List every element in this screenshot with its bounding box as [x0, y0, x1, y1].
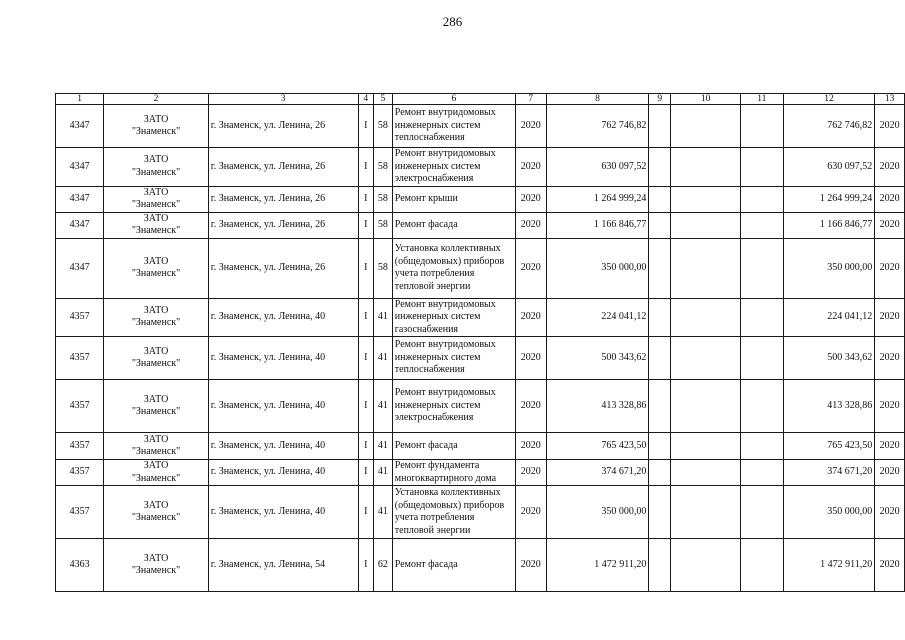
table-row	[56, 105, 905, 148]
col5-cell: 41	[374, 486, 393, 539]
municipality-line: "Знаменск"	[131, 406, 181, 417]
address-cell: г. Знаменск, ул. Ленина, 26	[208, 238, 358, 298]
col4-cell: I	[358, 380, 373, 433]
cost-cell: 350 000,00	[546, 238, 649, 298]
municipality-line: ЗАТО	[143, 460, 169, 471]
object-id-cell: 4357	[56, 460, 104, 486]
completion-year-cell: 2020	[875, 486, 905, 539]
total-cost-cell: 350 000,00	[783, 238, 875, 298]
municipality-cell	[104, 186, 208, 212]
col-header: 2	[104, 94, 208, 105]
col-header: 10	[671, 94, 741, 105]
completion-year-cell: 2020	[875, 433, 905, 460]
work-type-cell: Ремонт фасада	[392, 539, 515, 592]
municipality-line: ЗАТО	[143, 186, 169, 198]
col5-cell: 58	[374, 105, 393, 148]
empty-cell	[649, 186, 671, 212]
address-cell: г. Знаменск, ул. Ленина, 54	[208, 539, 358, 592]
municipality-cell	[104, 460, 208, 486]
total-cost-cell: 765 423,50	[783, 433, 875, 460]
year-cell: 2020	[515, 186, 546, 212]
year-cell: 2020	[515, 433, 546, 460]
address-cell: г. Знаменск, ул. Ленина, 40	[208, 298, 358, 337]
object-id-cell: 4347	[56, 212, 104, 238]
municipality-cell	[104, 486, 208, 539]
year-cell: 2020	[515, 337, 546, 380]
col-header: 4	[358, 94, 373, 105]
empty-cell	[649, 486, 671, 539]
cost-cell: 762 746,82	[546, 105, 649, 148]
total-cost-cell: 1 264 999,24	[783, 186, 875, 212]
municipality-line: "Знаменск"	[131, 126, 181, 137]
col4-cell: I	[358, 460, 373, 486]
completion-year-cell: 2020	[875, 212, 905, 238]
empty-cell	[649, 433, 671, 460]
year-cell: 2020	[515, 298, 546, 337]
completion-year-cell: 2020	[875, 186, 905, 212]
total-cost-cell: 374 671,20	[783, 460, 875, 486]
col4-cell: I	[358, 238, 373, 298]
empty-cell	[740, 486, 783, 539]
municipality-line: "Знаменск"	[131, 512, 181, 523]
municipality-line: ЗАТО	[143, 304, 169, 316]
cost-cell: 765 423,50	[546, 433, 649, 460]
year-cell: 2020	[515, 105, 546, 148]
col4-cell: I	[358, 148, 373, 187]
municipality-line: ЗАТО	[143, 255, 169, 267]
table-row	[56, 380, 905, 433]
work-type-cell: Ремонт внутридомовых инженерных систем теплоснабжения	[392, 337, 515, 380]
year-cell: 2020	[515, 238, 546, 298]
table-row	[56, 298, 905, 337]
empty-cell	[740, 460, 783, 486]
municipality-line: "Знаменск"	[131, 225, 181, 236]
page-number: 286	[442, 14, 463, 29]
col4-cell: I	[358, 105, 373, 148]
municipality-cell	[104, 298, 208, 337]
completion-year-cell: 2020	[875, 460, 905, 486]
completion-year-cell: 2020	[875, 298, 905, 337]
cost-cell: 224 041,12	[546, 298, 649, 337]
table-row	[56, 433, 905, 460]
cost-cell: 350 000,00	[546, 486, 649, 539]
empty-cell	[740, 539, 783, 592]
municipality-line: ЗАТО	[143, 552, 169, 564]
municipality-cell	[104, 212, 208, 238]
col-header: 8	[546, 94, 649, 105]
empty-cell	[740, 212, 783, 238]
table-row	[56, 539, 905, 592]
total-cost-cell: 1 472 911,20	[783, 539, 875, 592]
col4-cell: I	[358, 212, 373, 238]
total-cost-cell: 1 166 846,77	[783, 212, 875, 238]
table-row	[56, 337, 905, 380]
address-cell: г. Знаменск, ул. Ленина, 40	[208, 337, 358, 380]
completion-year-cell: 2020	[875, 539, 905, 592]
col4-cell: I	[358, 486, 373, 539]
object-id-cell: 4357	[56, 298, 104, 337]
table-row	[56, 212, 905, 238]
municipality-line: ЗАТО	[143, 212, 169, 224]
municipality-line: "Знаменск"	[131, 166, 181, 178]
completion-year-cell: 2020	[875, 148, 905, 187]
empty-cell	[671, 148, 741, 187]
col5-cell: 41	[374, 298, 393, 337]
municipality-line: "Знаменск"	[131, 472, 181, 484]
address-cell: г. Знаменск, ул. Ленина, 26	[208, 212, 358, 238]
cost-cell: 1 472 911,20	[546, 539, 649, 592]
total-cost-cell: 630 097,52	[783, 148, 875, 187]
empty-cell	[649, 298, 671, 337]
work-type-cell: Ремонт крыши	[392, 186, 515, 212]
total-cost-cell: 350 000,00	[783, 486, 875, 539]
col-header: 13	[875, 94, 905, 105]
empty-cell	[671, 460, 741, 486]
col-header: 5	[374, 94, 393, 105]
municipality-line: ЗАТО	[143, 499, 169, 511]
empty-cell	[671, 105, 741, 148]
col4-cell: I	[358, 539, 373, 592]
empty-cell	[671, 212, 741, 238]
column-number-row	[56, 94, 905, 105]
object-id-cell: 4347	[56, 238, 104, 298]
table-row	[56, 186, 905, 212]
object-id-cell: 4357	[56, 337, 104, 380]
empty-cell	[671, 433, 741, 460]
municipality-line: "Знаменск"	[131, 199, 181, 210]
col5-cell: 41	[374, 433, 393, 460]
year-cell: 2020	[515, 460, 546, 486]
empty-cell	[649, 539, 671, 592]
col-header: 6	[392, 94, 515, 105]
col5-cell: 58	[374, 148, 393, 187]
table-row	[56, 148, 905, 187]
address-cell: г. Знаменск, ул. Ленина, 40	[208, 486, 358, 539]
object-id-cell: 4363	[56, 539, 104, 592]
municipality-line: "Знаменск"	[131, 268, 181, 279]
year-cell: 2020	[515, 380, 546, 433]
col5-cell: 41	[374, 380, 393, 433]
cost-cell: 500 343,62	[546, 337, 649, 380]
municipality-line: "Знаменск"	[131, 446, 181, 457]
object-id-cell: 4347	[56, 186, 104, 212]
work-type-cell: Ремонт фундамента многоквартирного дома	[392, 460, 515, 486]
completion-year-cell: 2020	[875, 337, 905, 380]
empty-cell	[649, 380, 671, 433]
empty-cell	[649, 212, 671, 238]
municipality-line: "Знаменск"	[131, 565, 181, 576]
col4-cell: I	[358, 433, 373, 460]
work-type-cell: Ремонт внутридомовых инженерных систем газоснабжения	[392, 298, 515, 337]
col-header: 11	[740, 94, 783, 105]
object-id-cell: 4347	[56, 105, 104, 148]
col5-cell: 58	[374, 186, 393, 212]
empty-cell	[740, 105, 783, 148]
empty-cell	[649, 148, 671, 187]
empty-cell	[671, 380, 741, 433]
address-cell: г. Знаменск, ул. Ленина, 26	[208, 105, 358, 148]
work-type-cell: Ремонт внутридомовых инженерных систем электроснабжения	[392, 380, 515, 433]
empty-cell	[671, 186, 741, 212]
object-id-cell: 4347	[56, 148, 104, 187]
empty-cell	[740, 186, 783, 212]
municipality-cell	[104, 105, 208, 148]
empty-cell	[740, 380, 783, 433]
address-cell: г. Знаменск, ул. Ленина, 26	[208, 186, 358, 212]
completion-year-cell: 2020	[875, 105, 905, 148]
municipality-line: ЗАТО	[143, 345, 169, 357]
municipality-cell	[104, 380, 208, 433]
completion-year-cell: 2020	[875, 238, 905, 298]
address-cell: г. Знаменск, ул. Ленина, 40	[208, 380, 358, 433]
object-id-cell: 4357	[56, 486, 104, 539]
empty-cell	[671, 539, 741, 592]
work-type-cell: Установка коллективных (общедомовых) приборов учета потребления тепловой энергии	[392, 238, 515, 298]
empty-cell	[740, 148, 783, 187]
work-type-cell: Установка коллективных (общедомовых) приборов учета потребления тепловой энергии	[392, 486, 515, 539]
empty-cell	[649, 460, 671, 486]
total-cost-cell: 224 041,12	[783, 298, 875, 337]
col-header: 9	[649, 94, 671, 105]
empty-cell	[740, 298, 783, 337]
empty-cell	[649, 105, 671, 148]
work-type-cell: Ремонт фасада	[392, 212, 515, 238]
empty-cell	[649, 238, 671, 298]
col5-cell: 41	[374, 460, 393, 486]
col-header: 7	[515, 94, 546, 105]
table-row	[56, 486, 905, 539]
year-cell: 2020	[515, 212, 546, 238]
empty-cell	[671, 298, 741, 337]
municipality-line: ЗАТО	[143, 154, 169, 166]
table-row	[56, 460, 905, 486]
year-cell: 2020	[515, 486, 546, 539]
empty-cell	[740, 337, 783, 380]
address-cell: г. Знаменск, ул. Ленина, 40	[208, 460, 358, 486]
cost-cell: 1 166 846,77	[546, 212, 649, 238]
municipality-line: "Знаменск"	[131, 317, 181, 329]
col5-cell: 58	[374, 238, 393, 298]
total-cost-cell: 413 328,86	[783, 380, 875, 433]
address-cell: г. Знаменск, ул. Ленина, 26	[208, 148, 358, 187]
col4-cell: I	[358, 298, 373, 337]
work-type-cell: Ремонт внутридомовых инженерных систем электроснабжения	[392, 148, 515, 187]
col4-cell: I	[358, 186, 373, 212]
empty-cell	[740, 433, 783, 460]
col-header: 12	[783, 94, 875, 105]
total-cost-cell: 762 746,82	[783, 105, 875, 148]
empty-cell	[671, 337, 741, 380]
municipality-cell	[104, 148, 208, 187]
cost-cell: 630 097,52	[546, 148, 649, 187]
col5-cell: 41	[374, 337, 393, 380]
completion-year-cell: 2020	[875, 380, 905, 433]
empty-cell	[649, 337, 671, 380]
col5-cell: 62	[374, 539, 393, 592]
empty-cell	[671, 486, 741, 539]
empty-cell	[671, 238, 741, 298]
address-cell: г. Знаменск, ул. Ленина, 40	[208, 433, 358, 460]
object-id-cell: 4357	[56, 433, 104, 460]
year-cell: 2020	[515, 148, 546, 187]
object-id-cell: 4357	[56, 380, 104, 433]
cost-cell: 1 264 999,24	[546, 186, 649, 212]
capital-repair-table	[55, 93, 905, 592]
municipality-line: ЗАТО	[143, 113, 169, 125]
work-type-cell: Ремонт внутридомовых инженерных систем теплоснабжения	[392, 105, 515, 148]
col4-cell: I	[358, 337, 373, 380]
total-cost-cell: 500 343,62	[783, 337, 875, 380]
municipality-cell	[104, 539, 208, 592]
table-row	[56, 238, 905, 298]
municipality-cell	[104, 433, 208, 460]
municipality-cell	[104, 238, 208, 298]
year-cell: 2020	[515, 539, 546, 592]
municipality-cell	[104, 337, 208, 380]
col-header: 1	[56, 94, 104, 105]
col-header: 3	[208, 94, 358, 105]
cost-cell: 413 328,86	[546, 380, 649, 433]
cost-cell: 374 671,20	[546, 460, 649, 486]
municipality-line: ЗАТО	[143, 393, 169, 405]
municipality-line: ЗАТО	[143, 433, 169, 445]
work-type-cell: Ремонт фасада	[392, 433, 515, 460]
municipality-line: "Знаменск"	[131, 358, 181, 369]
col5-cell: 58	[374, 212, 393, 238]
empty-cell	[740, 238, 783, 298]
